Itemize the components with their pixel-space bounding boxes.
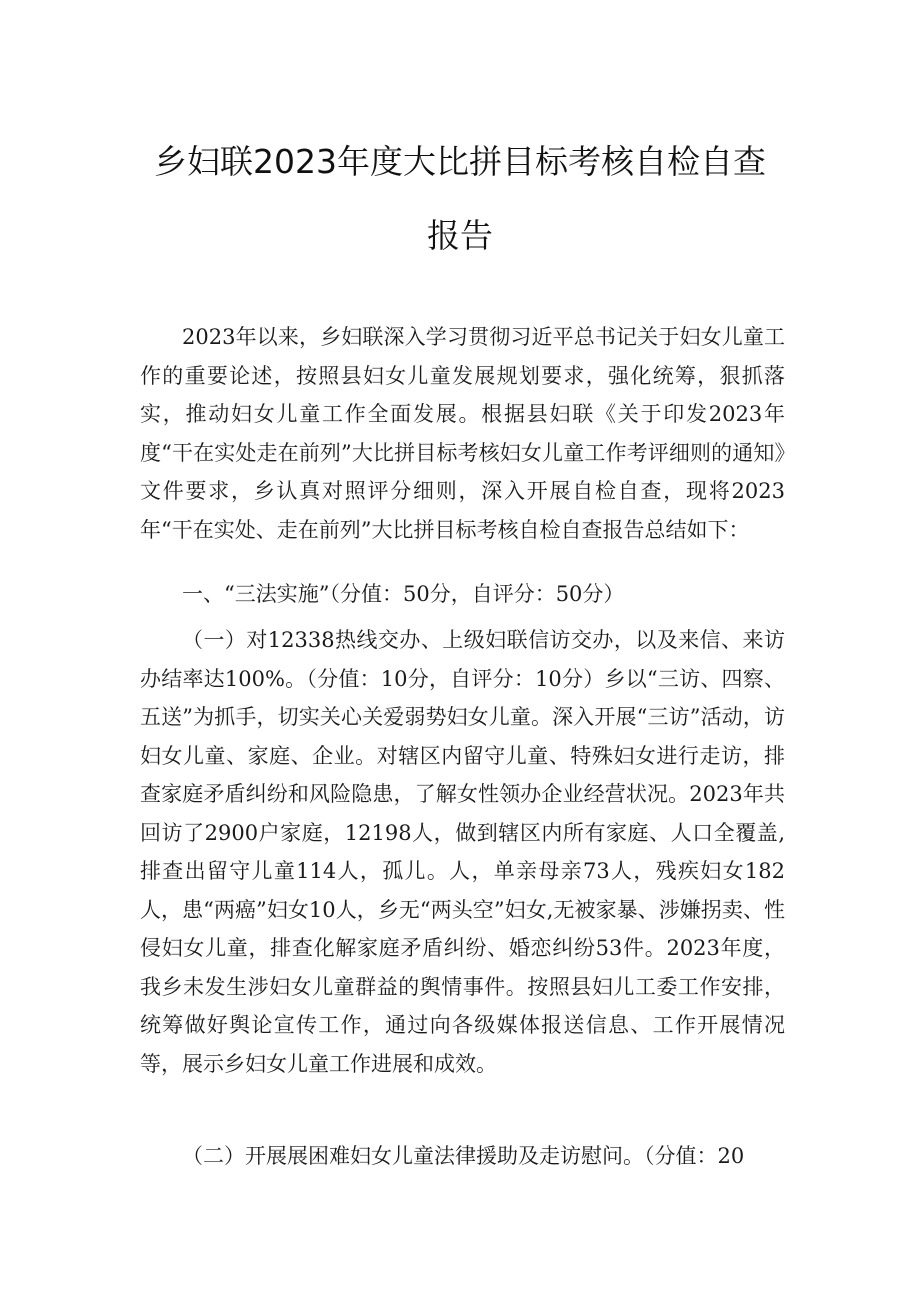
document-title-line-2: 报告 bbox=[427, 216, 493, 255]
section-heading-1: 一、“三法实施”（分值：50分，自评分：50分） bbox=[182, 582, 625, 606]
subsection-paragraph-2: （二）开展展困难妇女儿童法律援助及走访慰问。（分值：20 bbox=[182, 1144, 745, 1168]
document-title-line-1: 乡妇联2023年度大比拼目标考核自检自查 bbox=[154, 142, 766, 181]
intro-paragraph: 2023年以来，乡妇联深入学习贯彻习近平总书记关于妇女儿童工作的重要论述，按照县妇女儿童发展规划要求，强化统筹，狠抓落实，推动妇女儿童工作全面发展。根据县妇联《关于印发2023年度“干在实处走在前列”大比拼目标考核妇女儿童工作考评细则的通知》文件要求，乡认真对照评分细则，深入开展自检自查，现将2023年“干在实处、走在前列”大比拼目标考核自检自查报告总结如下： bbox=[140, 325, 785, 542]
subsection-paragraph-1: （一）对12338热线交办、上级妇联信访交办，以及来信、来访办结率达100%。（分值：10分，自评分：10分）乡以“三访、四察、五送”为抓手，切实关心关爱弱势妇女儿童。深入开展“三访”活动，访妇女儿童、家庭、企业。对辖区内留守儿童、特殊妇女进行走访，排查家庭矛盾纠纷和风险隐患，了解女性领办企业经营状况。2023年共回访了2900户家庭，12198人，做到辖区内所有家庭、人口全覆盖,排查出留守儿童114人，孤儿。人，单亲母亲73人，残疾妇女182人，患“两癌”妇女10人，乡无“两头空”妇女,无被家暴、涉嫌拐卖、性侵妇女儿童，排查化解家庭矛盾纠纷、婚恋纠纷53件。2023年度，我乡未发生涉妇女儿童群益的舆情事件。按照县妇儿工委工作安排，统筹做好舆论宣传工作，通过向各级媒体报送信息、工作开展情况等，展示乡妇女儿童工作进展和成效。 bbox=[140, 628, 785, 1076]
